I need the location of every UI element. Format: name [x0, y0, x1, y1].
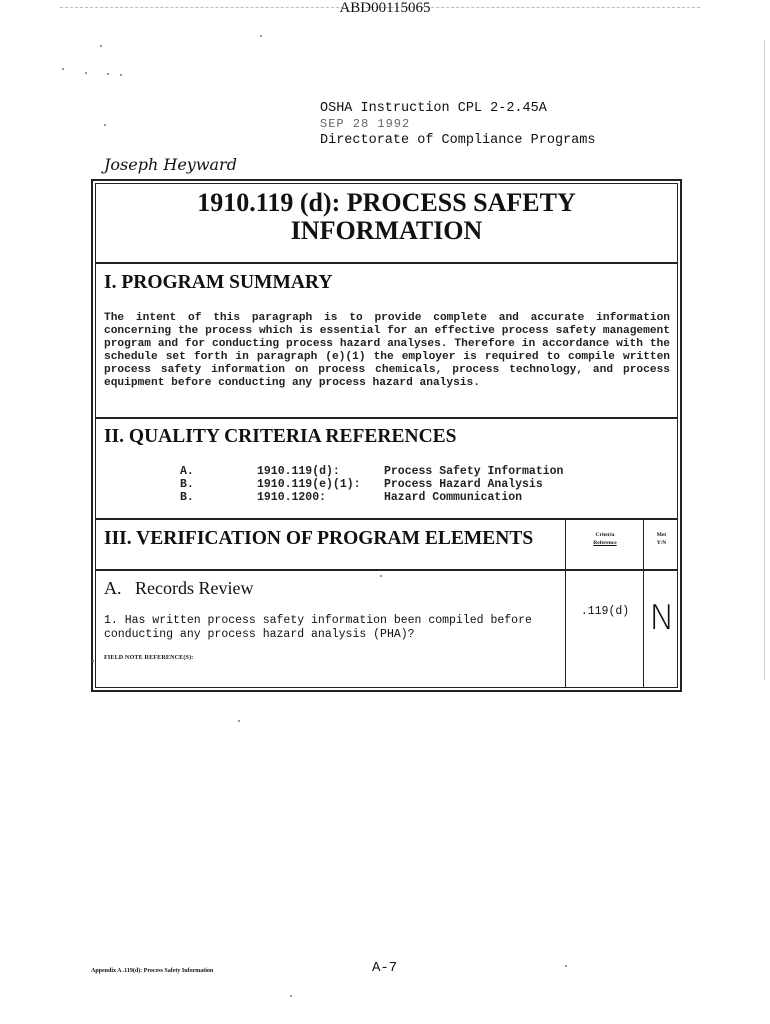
met-yn-column-header — [645, 531, 678, 547]
ref-description: Process Hazard Analysis — [384, 478, 543, 491]
ref-description: Process Safety Information — [384, 465, 564, 478]
column-divider — [643, 518, 644, 570]
criteria-reference-column-header — [567, 531, 643, 547]
ref-code: 1910.119(d): — [257, 465, 340, 478]
divider — [95, 518, 678, 520]
program-summary-text: The intent of this paragraph is to provide complete and accurate information concerning the process which is essential for an effective process safety management program and for conducting process hazard analyses. Therefore in accordance with the schedule set forth in paragraph (e)(1) the employer is required to compile written process safety information on process chemicals, process technology, and process equipment before conducting any process hazard analysis. — [104, 312, 670, 389]
scan-speck — [565, 965, 567, 967]
criteria-header-line2: Reference — [593, 540, 617, 546]
document-id: ABD00115065 — [339, 0, 431, 16]
ref-code: 1910.1200: — [257, 491, 327, 504]
met-header-line1: Met — [656, 532, 667, 538]
divider — [95, 262, 678, 264]
section-heading-verification: III. VERIFICATION OF PROGRAM ELEMENTS — [104, 528, 534, 549]
field-note-reference-label: FIELD NOTE REFERENCE(S): — [104, 655, 194, 661]
ref-description: Hazard Communication — [384, 491, 523, 504]
scan-speck — [62, 68, 64, 70]
scan-speck — [120, 74, 122, 76]
scan-speck — [107, 73, 109, 75]
met-answer-handwritten: N — [649, 598, 675, 638]
page-number: A-7 — [372, 960, 398, 976]
section-heading-program-summary: I. PROGRAM SUMMARY — [104, 272, 333, 293]
instruction-number: OSHA Instruction CPL 2-2.45A — [320, 101, 547, 116]
handwritten-signature: Joseph Heyward — [104, 155, 237, 174]
divider — [95, 569, 678, 571]
ref-code: 1910.119(e)(1): — [257, 478, 361, 491]
scan-speck — [260, 35, 262, 37]
scan-speck — [290, 995, 292, 997]
date-stamp: SEP 28 1992 — [320, 117, 411, 131]
criteria-header-line1: Criteria — [595, 532, 615, 538]
column-divider — [643, 570, 644, 688]
ref-letter: B. — [180, 478, 194, 491]
scan-speck — [238, 720, 240, 722]
section-heading-quality-criteria: II. QUALITY CRITERIA REFERENCES — [104, 426, 457, 447]
ref-letter: B. — [180, 491, 194, 504]
ref-letter: A. — [180, 465, 194, 478]
scan-speck — [92, 660, 94, 662]
scan-speck — [100, 45, 102, 47]
divider — [95, 417, 678, 419]
page-title-line2: INFORMATION — [290, 216, 483, 245]
column-divider — [565, 518, 566, 570]
scan-speck — [380, 575, 382, 577]
column-divider — [565, 570, 566, 688]
scan-speck — [85, 72, 87, 74]
subsection-records-review: A. Records Review — [104, 578, 254, 598]
question-1-text: 1. Has written process safety information been compiled before conducting any process hazard analysis (PHA)? — [104, 614, 532, 641]
scan-edge-line — [764, 40, 765, 680]
criteria-reference-value: .119(d) — [580, 605, 630, 618]
met-header-line2: Y/N — [656, 540, 667, 546]
footer-appendix-label: Appendix A .119(d): Process Safety Information — [91, 968, 214, 974]
scan-speck — [104, 124, 106, 126]
page-title-line1: 1910.119 (d): PROCESS SAFETY — [197, 188, 576, 217]
directorate-line: Directorate of Compliance Programs — [320, 133, 596, 148]
